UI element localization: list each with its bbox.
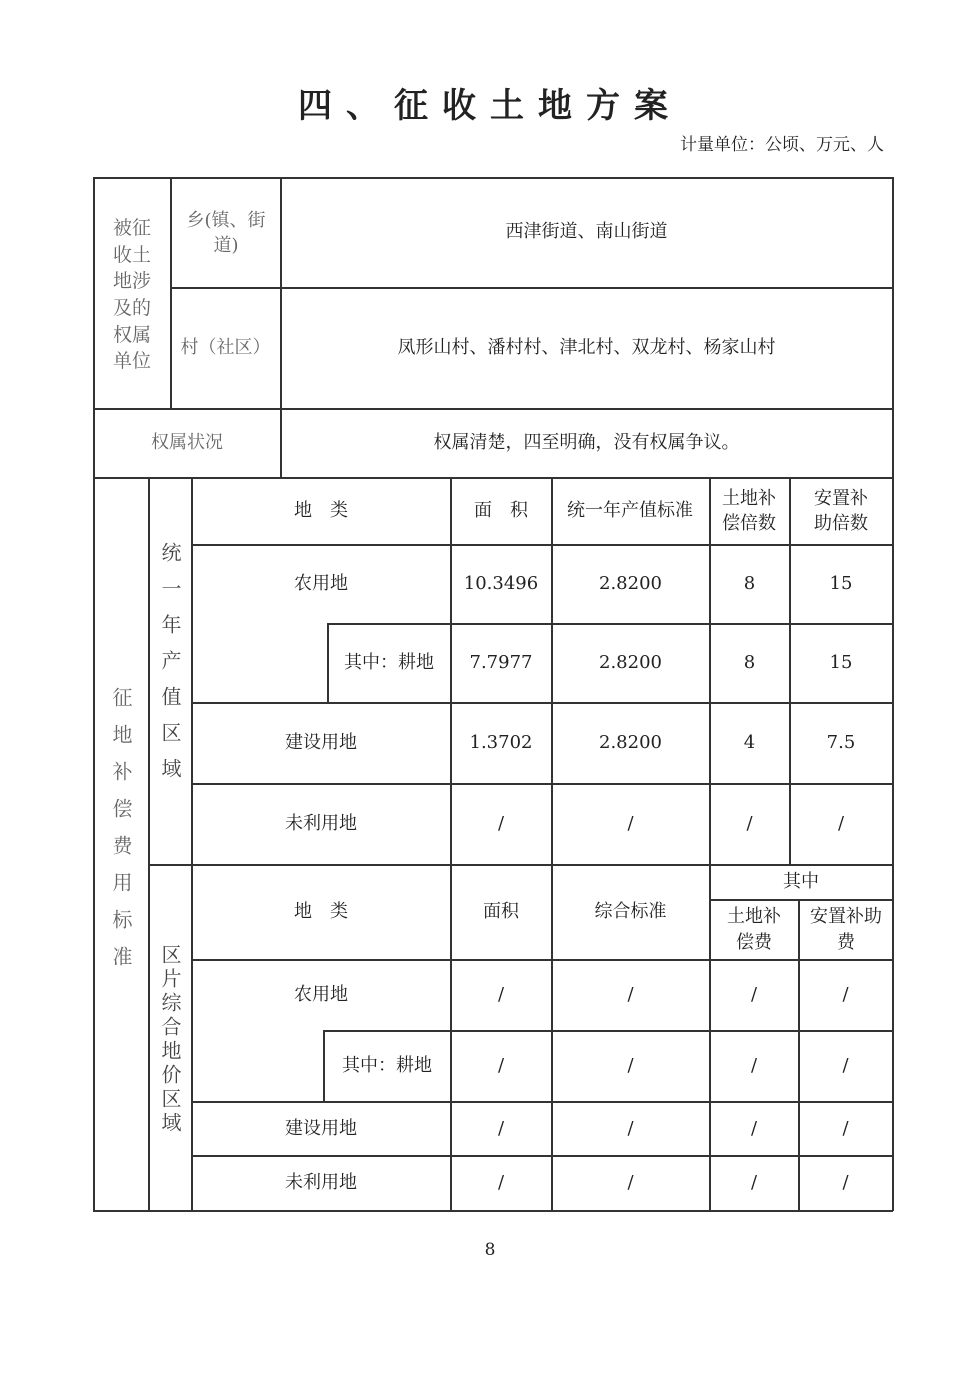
- table-cell: /: [497, 813, 505, 835]
- table-cell: 15: [829, 652, 853, 674]
- z1-header-type: 地 类: [294, 500, 348, 522]
- table-cell: 2.8200: [599, 732, 662, 754]
- z2-header-type: 地 类: [294, 901, 348, 923]
- table-cell: /: [497, 1172, 505, 1194]
- table-row: 未利用地: [285, 1172, 357, 1194]
- table-cell: /: [497, 1117, 505, 1139]
- zone1-label: 统一年产值区域: [158, 542, 182, 794]
- village-value: 凤形山村、潘村村、津北村、双龙村、杨家山村: [397, 337, 776, 359]
- table-row: 建设用地: [285, 732, 357, 754]
- status-value: 权属清楚，四至明确，没有权属争议。: [433, 432, 740, 454]
- unit-note: 计量单位：公顷、万元、人: [680, 135, 884, 155]
- table-cell: 7.5: [826, 732, 856, 754]
- table-cell: /: [746, 813, 753, 835]
- table-cell: /: [750, 984, 758, 1006]
- table-cell: /: [842, 984, 849, 1006]
- z2-header-land: 土地补偿费: [727, 906, 781, 953]
- town-value: 西津街道、南山街道: [505, 221, 668, 243]
- table-row: 未利用地: [285, 813, 357, 835]
- table-cell: 1.3702: [469, 732, 533, 754]
- z2-header-std: 综合标准: [594, 901, 667, 923]
- table-cell: /: [842, 1172, 849, 1194]
- table-cell: 4: [743, 732, 756, 754]
- z2-header-area: 面积: [483, 901, 519, 923]
- table-row: 其中：耕地: [342, 1055, 432, 1077]
- table-cell: 2.8200: [599, 573, 662, 595]
- table-row: 农用地: [294, 573, 348, 595]
- standard-label: 征地补偿费用标准: [109, 687, 133, 983]
- ownership-group-label: 被征收土地涉及的权属单位: [112, 217, 151, 373]
- page-number: 8: [484, 1240, 496, 1260]
- table-row: 建设用地: [285, 1117, 357, 1139]
- table-cell: /: [837, 813, 845, 835]
- table-cell: /: [842, 1055, 849, 1077]
- table-cell: 2.8200: [599, 652, 662, 674]
- table-row: 其中：耕地: [344, 652, 434, 674]
- table-row: 农用地: [294, 984, 348, 1006]
- table-cell: /: [842, 1117, 849, 1139]
- table-cell: 8: [743, 652, 756, 674]
- z1-header-land: 土地补偿倍数: [722, 487, 776, 534]
- table-cell: /: [497, 1055, 505, 1077]
- table-cell: 15: [829, 573, 853, 595]
- table-cell: /: [750, 1172, 758, 1194]
- table-cell: /: [750, 1055, 758, 1077]
- village-label: 村（社区）: [180, 337, 271, 359]
- table-cell: /: [627, 984, 634, 1006]
- status-label: 权属状况: [151, 432, 223, 454]
- table-cell: /: [627, 1117, 634, 1139]
- table-cell: /: [750, 1117, 758, 1139]
- table-cell: /: [627, 1055, 634, 1077]
- table-cell: 7.7977: [469, 652, 533, 674]
- town-label: 乡(镇、街道): [186, 209, 266, 256]
- table-cell: /: [497, 984, 505, 1006]
- table-cell: /: [627, 813, 634, 835]
- table-cell: 10.3496: [463, 573, 539, 595]
- page-title: 四、征收土地方案: [298, 86, 682, 126]
- zone2-label: 区片综合地价区域: [158, 944, 182, 1136]
- z1-header-std: 统一年产值标准: [567, 500, 693, 522]
- table-cell: /: [627, 1172, 634, 1194]
- z2-header-of-which: 其中: [783, 871, 819, 893]
- z2-header-resettle: 安置补助费: [810, 906, 882, 953]
- z1-header-area: 面 积: [474, 500, 528, 522]
- table-cell: 8: [743, 573, 756, 595]
- z1-header-resettle: 安置补助倍数: [814, 487, 868, 534]
